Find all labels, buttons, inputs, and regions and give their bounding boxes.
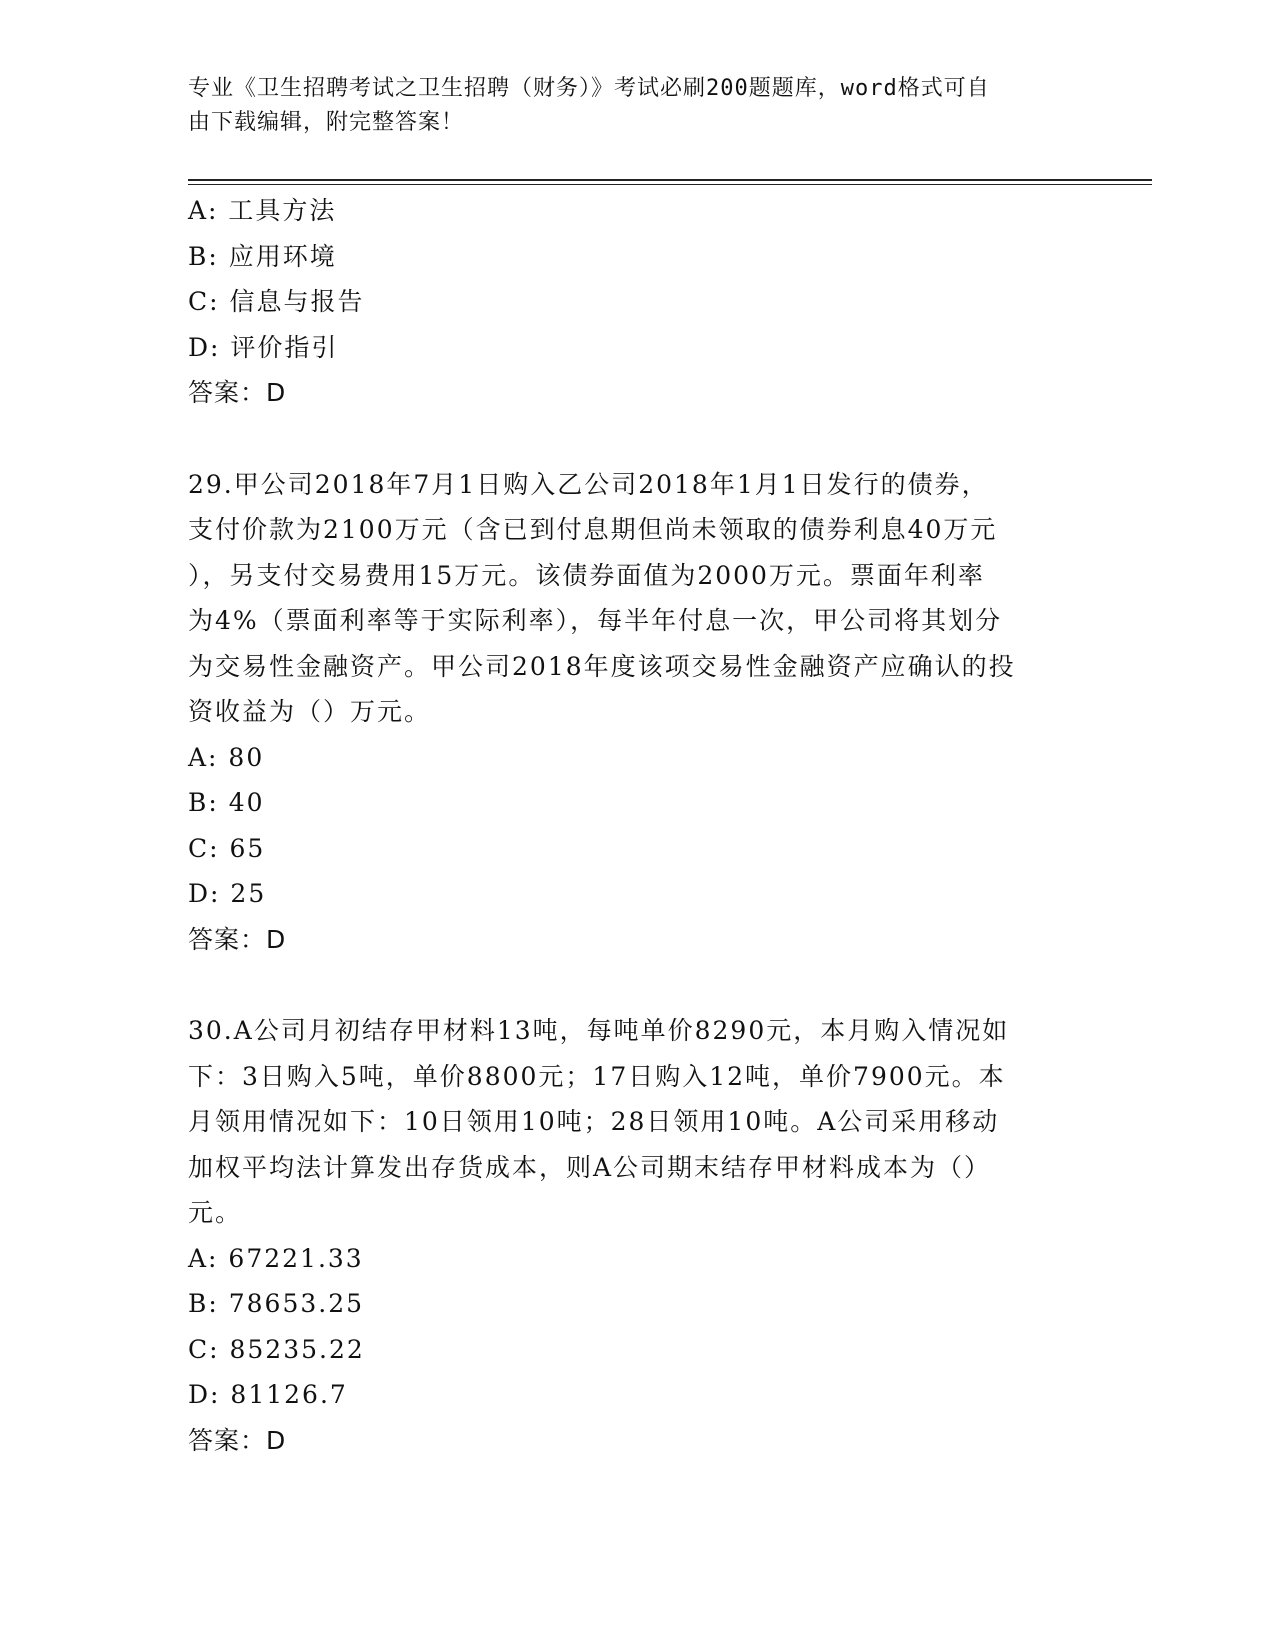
answer-line: 答案：D — [188, 924, 287, 954]
document-body — [188, 188, 1088, 1463]
option-b: B: 应用环境 — [188, 241, 337, 271]
question-text: 30.A公司月初结存甲材料13吨，每吨单价8290元，本月购入情况如 下：3日购入5吨，单价8800元；17日购入12吨，单价7900元。本 月领用情况如下：10日领用10吨；28日领用10吨。A公司采用移动 加权平均法计算发出存货成本，则A公司期末结存甲材料成本为（） 元。 — [188, 1016, 1010, 1227]
header-line-2: 由下载编辑，附完整答案！ — [188, 110, 465, 135]
header-line-1: 专业《卫生招聘考试之卫生招聘（财务）》考试必刷200题题库，word格式可自 — [188, 76, 990, 101]
option-a: A: 80 — [188, 742, 265, 772]
spacer — [188, 962, 1088, 1008]
option-d: D: 25 — [188, 879, 267, 908]
question-28-block — [188, 188, 1088, 416]
document-header — [188, 72, 1068, 140]
option-a: A: 工具方法 — [188, 196, 337, 225]
option-a: A: 67221.33 — [188, 1243, 364, 1273]
answer-line: 答案：D — [188, 1425, 287, 1455]
option-d: D: 81126.7 — [188, 1380, 348, 1409]
option-d: D: 评价指引 — [188, 332, 339, 362]
question-30-block — [188, 1008, 1088, 1463]
option-c: C: 65 — [188, 833, 266, 863]
answer-line: 答案：D — [188, 378, 287, 407]
spacer — [188, 416, 1088, 462]
header-divider-thin — [188, 184, 1152, 185]
question-text: 29.甲公司2018年7月1日购入乙公司2018年1月1日发行的债券， 支付价款为2100万元（含已到付息期但尚未领取的债券利息40万元 ），另支付交易费用15万元。该债券面值为2000万元。票面年利率 为4%（票面利率等于实际利率），每半年付息一次，甲公司将其划分 为交易性金融资产。甲公司2018年度该项交易性金融资产应确认的投 资收益为（）万元。 — [188, 469, 1016, 726]
option-c: C: 85235.22 — [188, 1334, 365, 1364]
question-29-block — [188, 462, 1088, 963]
option-c: C: 信息与报告 — [188, 287, 365, 316]
header-divider-thick — [188, 179, 1152, 181]
option-b: B: 78653.25 — [188, 1289, 365, 1318]
option-b: B: 40 — [188, 788, 265, 817]
